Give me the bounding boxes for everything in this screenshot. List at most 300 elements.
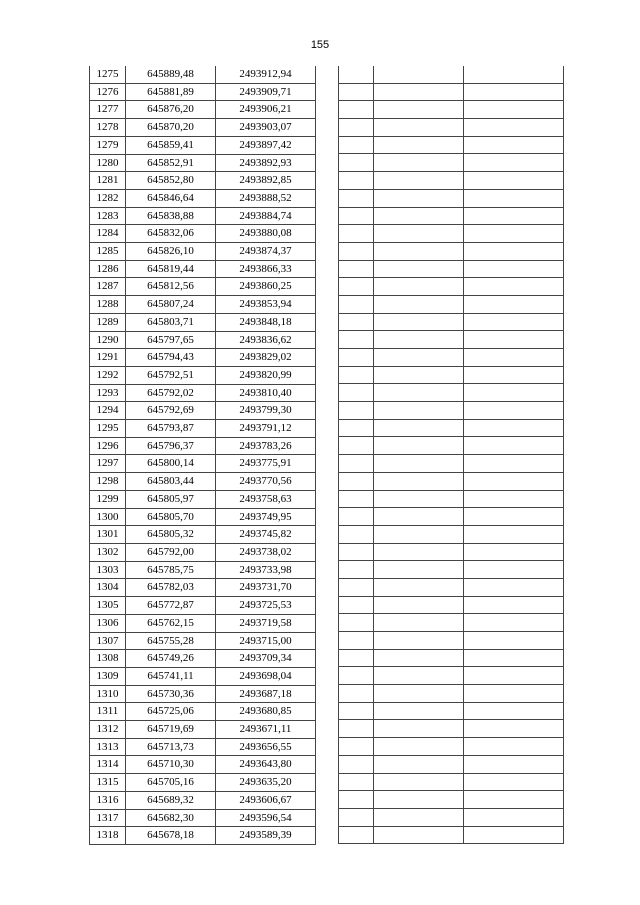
y-coordinate-cell: 2493906,21 <box>216 101 316 119</box>
table-row <box>90 172 316 190</box>
point-number-cell: 1308 <box>90 650 126 668</box>
empty-cell <box>339 83 374 101</box>
empty-cell <box>374 225 464 243</box>
y-coordinate-cell: 2493791,12 <box>216 420 316 438</box>
x-coordinate-cell: 645852,91 <box>126 154 216 172</box>
x-coordinate-cell: 645705,16 <box>126 774 216 792</box>
empty-table-row <box>339 402 564 420</box>
empty-cell <box>339 154 374 172</box>
x-coordinate-cell: 645792,00 <box>126 543 216 561</box>
empty-cell <box>464 525 564 543</box>
empty-cell <box>464 702 564 720</box>
x-coordinate-cell: 645805,97 <box>126 490 216 508</box>
empty-cell <box>464 490 564 508</box>
empty-cell <box>339 172 374 190</box>
empty-table-row <box>339 508 564 526</box>
y-coordinate-cell: 2493810,40 <box>216 384 316 402</box>
empty-cell <box>339 402 374 420</box>
point-number-cell: 1291 <box>90 349 126 367</box>
empty-cell <box>339 419 374 437</box>
y-coordinate-cell: 2493888,52 <box>216 189 316 207</box>
empty-table-row <box>339 225 564 243</box>
table-row <box>90 313 316 331</box>
y-coordinate-cell: 2493897,42 <box>216 136 316 154</box>
point-number-cell: 1302 <box>90 543 126 561</box>
empty-cell <box>374 260 464 278</box>
empty-cell <box>339 66 374 83</box>
empty-table-row <box>339 543 564 561</box>
point-number-cell: 1289 <box>90 313 126 331</box>
empty-cell <box>464 667 564 685</box>
x-coordinate-cell: 645803,71 <box>126 313 216 331</box>
point-number-cell: 1275 <box>90 66 126 83</box>
y-coordinate-cell: 2493725,53 <box>216 597 316 615</box>
y-coordinate-cell: 2493770,56 <box>216 473 316 491</box>
empty-table-row <box>339 808 564 826</box>
empty-cell <box>374 490 464 508</box>
empty-table-row <box>339 472 564 490</box>
empty-table-row <box>339 278 564 296</box>
y-coordinate-cell: 2493853,94 <box>216 296 316 314</box>
empty-cell <box>339 578 374 596</box>
y-coordinate-cell: 2493738,02 <box>216 543 316 561</box>
y-coordinate-cell: 2493596,54 <box>216 809 316 827</box>
x-coordinate-cell: 645749,26 <box>126 650 216 668</box>
point-number-cell: 1296 <box>90 437 126 455</box>
empty-cell <box>374 632 464 650</box>
table-row <box>90 490 316 508</box>
empty-cell <box>464 154 564 172</box>
y-coordinate-cell: 2493589,39 <box>216 827 316 845</box>
table-row <box>90 384 316 402</box>
empty-cell <box>464 755 564 773</box>
empty-cell <box>339 667 374 685</box>
table-row <box>90 189 316 207</box>
table-row <box>90 703 316 721</box>
coordinates-table <box>89 66 316 845</box>
y-coordinate-cell: 2493635,20 <box>216 774 316 792</box>
empty-table-row <box>339 596 564 614</box>
y-coordinate-cell: 2493680,85 <box>216 703 316 721</box>
y-coordinate-cell: 2493829,02 <box>216 349 316 367</box>
y-coordinate-cell: 2493912,94 <box>216 66 316 83</box>
empty-cell <box>464 260 564 278</box>
empty-cell <box>374 667 464 685</box>
x-coordinate-cell: 645755,28 <box>126 632 216 650</box>
empty-table-row <box>339 632 564 650</box>
empty-cell <box>339 808 374 826</box>
x-coordinate-cell: 645741,11 <box>126 667 216 685</box>
point-number-cell: 1292 <box>90 366 126 384</box>
empty-cell <box>464 543 564 561</box>
empty-cell <box>339 101 374 119</box>
point-number-cell: 1298 <box>90 473 126 491</box>
empty-cell <box>464 331 564 349</box>
empty-cell <box>374 508 464 526</box>
page-number: 155 <box>310 39 330 51</box>
x-coordinate-cell: 645689,32 <box>126 791 216 809</box>
point-number-cell: 1317 <box>90 809 126 827</box>
empty-cell <box>339 472 374 490</box>
empty-cell <box>339 826 374 844</box>
y-coordinate-cell: 2493874,37 <box>216 243 316 261</box>
x-coordinate-cell: 645719,69 <box>126 721 216 739</box>
empty-cell <box>374 313 464 331</box>
empty-cell <box>374 437 464 455</box>
table-row <box>90 366 316 384</box>
point-number-cell: 1311 <box>90 703 126 721</box>
empty-cell <box>339 384 374 402</box>
table-row <box>90 402 316 420</box>
table-row <box>90 827 316 845</box>
table-row <box>90 437 316 455</box>
y-coordinate-cell: 2493643,80 <box>216 756 316 774</box>
x-coordinate-cell: 645807,24 <box>126 296 216 314</box>
table-row <box>90 243 316 261</box>
empty-cell <box>464 614 564 632</box>
x-coordinate-cell: 645819,44 <box>126 260 216 278</box>
y-coordinate-cell: 2493866,33 <box>216 260 316 278</box>
empty-cell <box>339 596 374 614</box>
empty-cell <box>374 614 464 632</box>
x-coordinate-cell: 645792,51 <box>126 366 216 384</box>
table-row <box>90 119 316 137</box>
table-row <box>90 791 316 809</box>
x-coordinate-cell: 645846,64 <box>126 189 216 207</box>
empty-cell <box>339 455 374 473</box>
empty-table-row <box>339 490 564 508</box>
empty-cell <box>339 313 374 331</box>
empty-cell <box>374 136 464 154</box>
empty-cell <box>464 119 564 137</box>
empty-table-row <box>339 119 564 137</box>
table-row <box>90 809 316 827</box>
point-number-cell: 1300 <box>90 508 126 526</box>
point-number-cell: 1282 <box>90 189 126 207</box>
empty-cell <box>374 472 464 490</box>
y-coordinate-cell: 2493656,55 <box>216 738 316 756</box>
table-row <box>90 561 316 579</box>
empty-table-row <box>339 242 564 260</box>
empty-table-row <box>339 154 564 172</box>
y-coordinate-cell: 2493719,58 <box>216 614 316 632</box>
table-row <box>90 721 316 739</box>
empty-cell <box>464 632 564 650</box>
y-coordinate-cell: 2493758,63 <box>216 490 316 508</box>
empty-table-row <box>339 791 564 809</box>
empty-cell <box>464 578 564 596</box>
table-row <box>90 83 316 101</box>
y-coordinate-cell: 2493671,11 <box>216 721 316 739</box>
empty-cell <box>464 685 564 703</box>
y-coordinate-cell: 2493715,00 <box>216 632 316 650</box>
empty-cell <box>339 295 374 313</box>
empty-table-row <box>339 207 564 225</box>
y-coordinate-cell: 2493880,08 <box>216 225 316 243</box>
point-number-cell: 1295 <box>90 420 126 438</box>
table-row <box>90 154 316 172</box>
empty-cell <box>374 455 464 473</box>
empty-cell <box>339 720 374 738</box>
table-row <box>90 614 316 632</box>
empty-cell <box>464 207 564 225</box>
empty-cell <box>374 702 464 720</box>
point-number-cell: 1279 <box>90 136 126 154</box>
empty-table-row <box>339 667 564 685</box>
point-number-cell: 1313 <box>90 738 126 756</box>
empty-cell <box>464 455 564 473</box>
table-row <box>90 207 316 225</box>
point-number-cell: 1304 <box>90 579 126 597</box>
empty-cell <box>339 791 374 809</box>
empty-table-row <box>339 738 564 756</box>
table-row <box>90 420 316 438</box>
point-number-cell: 1312 <box>90 721 126 739</box>
table-row <box>90 455 316 473</box>
empty-cell <box>339 543 374 561</box>
x-coordinate-cell: 645852,80 <box>126 172 216 190</box>
empty-cell <box>464 189 564 207</box>
empty-cell <box>374 596 464 614</box>
y-coordinate-cell: 2493836,62 <box>216 331 316 349</box>
empty-cell <box>339 773 374 791</box>
empty-cell <box>339 207 374 225</box>
empty-cell <box>464 225 564 243</box>
empty-cell <box>374 384 464 402</box>
y-coordinate-cell: 2493884,74 <box>216 207 316 225</box>
x-coordinate-cell: 645710,30 <box>126 756 216 774</box>
x-coordinate-cell: 645792,02 <box>126 384 216 402</box>
empty-cell <box>374 189 464 207</box>
x-coordinate-cell: 645782,03 <box>126 579 216 597</box>
x-coordinate-cell: 645805,70 <box>126 508 216 526</box>
empty-cell <box>339 225 374 243</box>
table-row <box>90 579 316 597</box>
table-row <box>90 508 316 526</box>
x-coordinate-cell: 645812,56 <box>126 278 216 296</box>
empty-cell <box>339 331 374 349</box>
empty-table-row <box>339 419 564 437</box>
point-number-cell: 1285 <box>90 243 126 261</box>
empty-cell <box>464 349 564 367</box>
empty-table-row <box>339 384 564 402</box>
empty-table-row <box>339 295 564 313</box>
empty-cell <box>374 83 464 101</box>
empty-table-row <box>339 437 564 455</box>
x-coordinate-cell: 645826,10 <box>126 243 216 261</box>
point-number-cell: 1276 <box>90 83 126 101</box>
empty-cell <box>464 295 564 313</box>
y-coordinate-cell: 2493749,95 <box>216 508 316 526</box>
empty-cell <box>374 172 464 190</box>
empty-table-row <box>339 826 564 844</box>
y-coordinate-cell: 2493687,18 <box>216 685 316 703</box>
empty-table-row <box>339 260 564 278</box>
point-number-cell: 1314 <box>90 756 126 774</box>
empty-cell <box>374 119 464 137</box>
x-coordinate-cell: 645800,14 <box>126 455 216 473</box>
x-coordinate-cell: 645832,06 <box>126 225 216 243</box>
point-number-cell: 1316 <box>90 791 126 809</box>
point-number-cell: 1278 <box>90 119 126 137</box>
point-number-cell: 1287 <box>90 278 126 296</box>
table-row <box>90 685 316 703</box>
empty-cell <box>374 278 464 296</box>
empty-cell <box>464 172 564 190</box>
empty-cell <box>339 260 374 278</box>
empty-table-row <box>339 649 564 667</box>
x-coordinate-cell: 645713,73 <box>126 738 216 756</box>
table-row <box>90 296 316 314</box>
empty-table-row <box>339 101 564 119</box>
point-number-cell: 1281 <box>90 172 126 190</box>
empty-table-row <box>339 455 564 473</box>
empty-table-row <box>339 614 564 632</box>
y-coordinate-cell: 2493892,93 <box>216 154 316 172</box>
empty-cell <box>374 543 464 561</box>
empty-cell <box>339 632 374 650</box>
empty-cell <box>339 366 374 384</box>
empty-cell <box>339 702 374 720</box>
y-coordinate-cell: 2493820,99 <box>216 366 316 384</box>
empty-cell <box>339 490 374 508</box>
empty-cell <box>374 419 464 437</box>
table-row <box>90 66 316 83</box>
empty-cell <box>339 614 374 632</box>
empty-cell <box>374 649 464 667</box>
x-coordinate-cell: 645881,89 <box>126 83 216 101</box>
empty-cell <box>464 242 564 260</box>
point-number-cell: 1305 <box>90 597 126 615</box>
empty-cell <box>464 561 564 579</box>
table-row <box>90 278 316 296</box>
table-row <box>90 260 316 278</box>
empty-cell <box>464 419 564 437</box>
empty-table-row <box>339 525 564 543</box>
empty-cell <box>464 596 564 614</box>
x-coordinate-cell: 645870,20 <box>126 119 216 137</box>
empty-cell <box>374 773 464 791</box>
x-coordinate-cell: 645803,44 <box>126 473 216 491</box>
x-coordinate-cell: 645792,69 <box>126 402 216 420</box>
point-number-cell: 1277 <box>90 101 126 119</box>
point-number-cell: 1283 <box>90 207 126 225</box>
empty-cell <box>339 437 374 455</box>
point-number-cell: 1315 <box>90 774 126 792</box>
empty-table-row <box>339 366 564 384</box>
point-number-cell: 1297 <box>90 455 126 473</box>
empty-cell <box>464 649 564 667</box>
y-coordinate-cell: 2493731,70 <box>216 579 316 597</box>
empty-cell <box>464 738 564 756</box>
empty-cell <box>464 101 564 119</box>
point-number-cell: 1306 <box>90 614 126 632</box>
empty-table-row <box>339 83 564 101</box>
empty-cell <box>464 66 564 83</box>
table-row <box>90 349 316 367</box>
empty-cell <box>464 508 564 526</box>
empty-table-row <box>339 578 564 596</box>
empty-cell <box>339 278 374 296</box>
point-number-cell: 1309 <box>90 667 126 685</box>
point-number-cell: 1301 <box>90 526 126 544</box>
empty-cell <box>339 349 374 367</box>
empty-cell <box>374 808 464 826</box>
empty-cell <box>339 525 374 543</box>
empty-cell <box>464 773 564 791</box>
point-number-cell: 1294 <box>90 402 126 420</box>
table-row <box>90 473 316 491</box>
empty-cell <box>339 136 374 154</box>
empty-cell <box>339 242 374 260</box>
point-number-cell: 1293 <box>90 384 126 402</box>
y-coordinate-cell: 2493799,30 <box>216 402 316 420</box>
empty-cell <box>339 755 374 773</box>
empty-cell <box>464 384 564 402</box>
empty-cell <box>339 119 374 137</box>
empty-cell <box>464 402 564 420</box>
empty-cell <box>464 791 564 809</box>
x-coordinate-cell: 645730,36 <box>126 685 216 703</box>
empty-table-row <box>339 561 564 579</box>
x-coordinate-cell: 645793,87 <box>126 420 216 438</box>
empty-cell <box>464 136 564 154</box>
x-coordinate-cell: 645876,20 <box>126 101 216 119</box>
point-number-cell: 1290 <box>90 331 126 349</box>
empty-cell <box>339 508 374 526</box>
empty-cell <box>374 207 464 225</box>
empty-cell <box>374 685 464 703</box>
y-coordinate-cell: 2493745,82 <box>216 526 316 544</box>
table-row <box>90 774 316 792</box>
empty-cell <box>374 826 464 844</box>
y-coordinate-cell: 2493848,18 <box>216 313 316 331</box>
empty-cell <box>374 154 464 172</box>
empty-cell <box>339 738 374 756</box>
point-number-cell: 1288 <box>90 296 126 314</box>
empty-cell <box>464 313 564 331</box>
table-row <box>90 526 316 544</box>
empty-table-row <box>339 136 564 154</box>
empty-cell <box>464 826 564 844</box>
empty-cell <box>464 366 564 384</box>
y-coordinate-cell: 2493775,91 <box>216 455 316 473</box>
empty-cell <box>464 278 564 296</box>
y-coordinate-cell: 2493709,34 <box>216 650 316 668</box>
x-coordinate-cell: 645838,88 <box>126 207 216 225</box>
y-coordinate-cell: 2493698,04 <box>216 667 316 685</box>
point-number-cell: 1318 <box>90 827 126 845</box>
empty-table-row <box>339 189 564 207</box>
x-coordinate-cell: 645785,75 <box>126 561 216 579</box>
table-row <box>90 650 316 668</box>
x-coordinate-cell: 645805,32 <box>126 526 216 544</box>
empty-table-row <box>339 720 564 738</box>
table-row <box>90 597 316 615</box>
empty-cell <box>374 720 464 738</box>
y-coordinate-cell: 2493860,25 <box>216 278 316 296</box>
empty-cell <box>464 720 564 738</box>
table-row <box>90 738 316 756</box>
empty-coordinates-table <box>338 66 564 844</box>
x-coordinate-cell: 645762,15 <box>126 614 216 632</box>
empty-table-row <box>339 66 564 83</box>
empty-table-row <box>339 702 564 720</box>
x-coordinate-cell: 645797,65 <box>126 331 216 349</box>
y-coordinate-cell: 2493606,67 <box>216 791 316 809</box>
x-coordinate-cell: 645682,30 <box>126 809 216 827</box>
y-coordinate-cell: 2493903,07 <box>216 119 316 137</box>
